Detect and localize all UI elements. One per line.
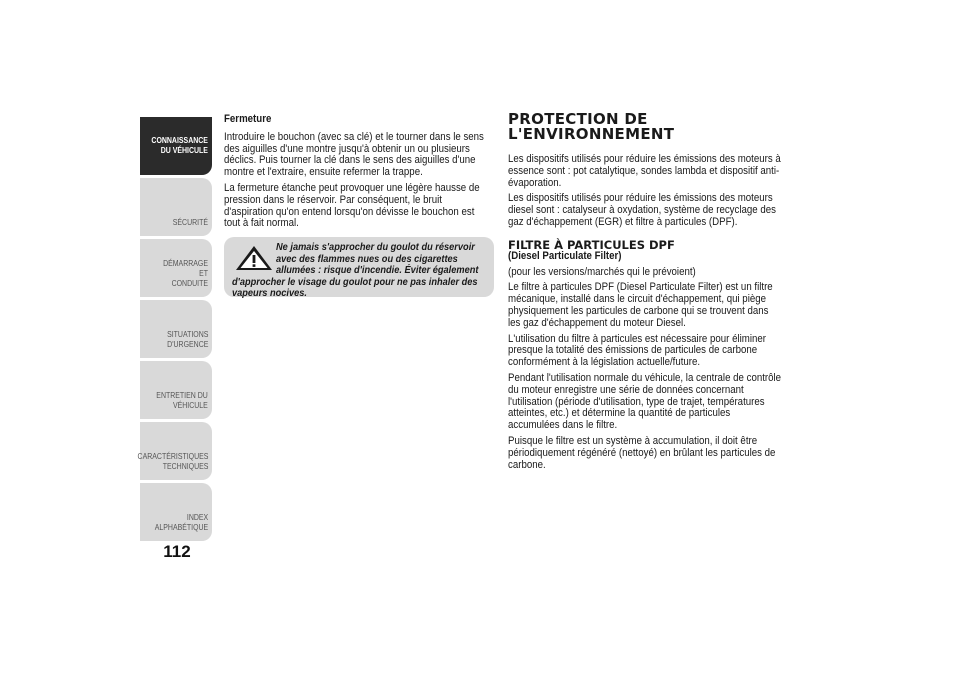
dpf-paragraph-2: L'utilisation du filtre à particules est nécessaire pour éliminer presque la totalité des émissions de particules de carbone conformément à la législation actuelle/future. bbox=[508, 332, 766, 369]
tab-label: ENTRETIEN DU VÉHICULE bbox=[156, 390, 208, 410]
tab-label: CONNAISSANCE DU VÉHICULE bbox=[151, 135, 208, 155]
tab-index-alphabetique[interactable] bbox=[140, 483, 212, 541]
fermeture-heading: Fermeture bbox=[224, 113, 272, 125]
tab-caracteristiques-techniques[interactable] bbox=[137, 422, 212, 480]
tab-label: CARACTÉRISTIQUES TECHNIQUES bbox=[137, 451, 208, 471]
warning-box bbox=[224, 237, 494, 297]
tab-label: SÉCURITÉ bbox=[172, 217, 208, 227]
environment-paragraph-1: Les dispositifs utilisés pour réduire les émissions des moteurs à essence sont : pot catalytique, sondes lambda et dispositif anti-évaporation. bbox=[508, 153, 781, 189]
right-column bbox=[508, 112, 783, 475]
dpf-note: (pour les versions/marchés qui le prévoient) bbox=[508, 265, 696, 278]
warning-text: Ne jamais s'approcher du goulot du réservoir avec des flammes nues ou des cigarettes allumées : risque d'incendie. Éviter également d'approcher le visage du goulot pour ne pas inhaler des vapeurs nocives. bbox=[232, 241, 479, 299]
tab-situations-d-urgence[interactable] bbox=[140, 300, 212, 358]
dpf-paragraph-4: Puisque le filtre est un système à accumulation, il doit être périodiquement régénéré (nettoyé) en brûlant les particules de carbone. bbox=[508, 434, 776, 471]
dpf-title: FILTRE À PARTICULES DPF bbox=[508, 237, 675, 252]
environment-paragraph-2: Les dispositifs utilisés pour réduire les émissions des moteurs diesel sont : catalyseur à oxydation, système de recyclage des gaz d'échappement (EGR) et filtre à particules (DPF). bbox=[508, 192, 776, 228]
tab-demarrage-et-conduite[interactable] bbox=[140, 239, 212, 297]
fermeture-paragraph-2: La fermeture étanche peut provoquer une légère hausse de pression dans le réservoir. Par conséquent, le bruit d'aspiration qu'on entend lorsqu'on dévisse le bouchon est tout à fait normal. bbox=[224, 181, 480, 230]
left-column bbox=[224, 110, 494, 234]
dpf-paragraph-1: Le filtre à particules DPF (Diesel Particulate Filter) est un filtre mécanique, installé dans le circuit d'échappement, qui piège physiquement les particules de carbone qui se trouvent dans les gaz d'échappement du moteur Diesel. bbox=[508, 281, 773, 329]
dpf-paragraph-3: Pendant l'utilisation normale du véhicule, la centrale de contrôle du moteur enregistre une série de données concernant l'utilisation (période d'utilisation, type de trajet, températures atteintes, etc.) et détermine la quantité de particules accumulées dans le filtre. bbox=[508, 371, 782, 432]
fermeture-paragraph-1: Introduire le bouchon (avec sa clé) et le tourner dans le sens des aiguilles d'une montre jusqu'à obtenir un ou plusieurs déclics. Puis tourner la clé dans le sens des aiguilles d'une montre et l'extraire, ensuite refermer la trappe. bbox=[224, 130, 484, 179]
section-title-line-2: L'ENVIRONNEMENT bbox=[508, 125, 675, 143]
tab-label: INDEX ALPHABÉTIQUE bbox=[154, 512, 208, 532]
tab-entretien-du-vehicule[interactable] bbox=[140, 361, 212, 419]
tab-connaissance-du-vehicule[interactable] bbox=[140, 117, 212, 175]
dpf-subtitle: (Diesel Particulate Filter) bbox=[508, 249, 622, 262]
tab-label: SITUATIONS D'URGENCE bbox=[166, 329, 208, 349]
tab-securite[interactable] bbox=[140, 178, 212, 236]
section-title-line-1: PROTECTION DE bbox=[508, 110, 648, 128]
section-title bbox=[508, 112, 783, 142]
tab-label: DÉMARRAGE ET CONDUITE bbox=[163, 258, 208, 288]
page-number: 112 bbox=[163, 542, 191, 561]
